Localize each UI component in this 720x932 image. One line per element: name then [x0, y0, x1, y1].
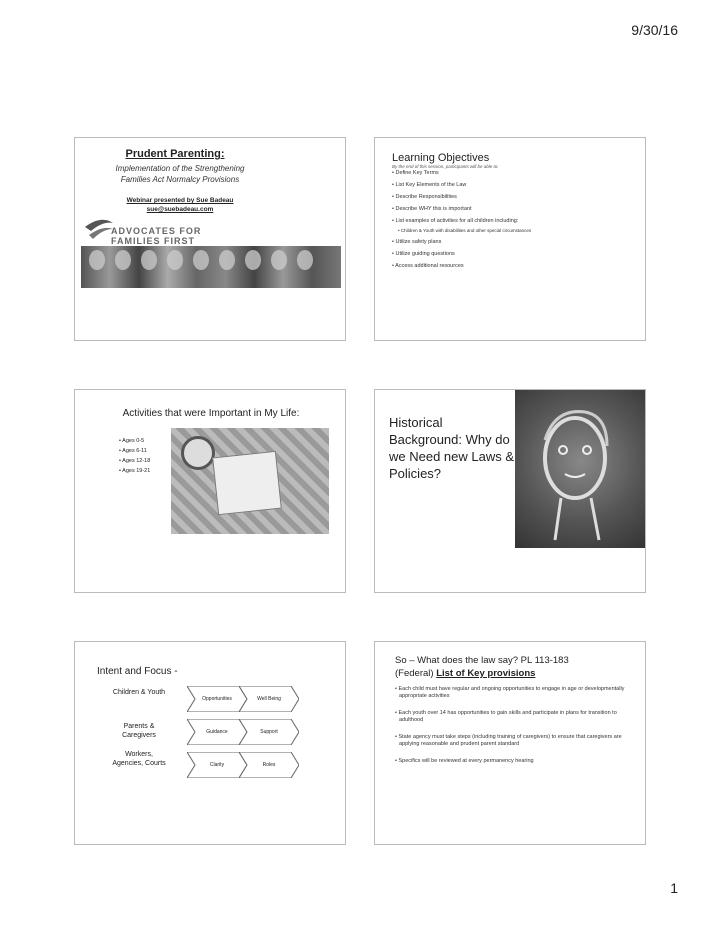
notebook-icon: [212, 451, 282, 515]
slide-title: [74, 137, 346, 341]
ages-list: [119, 438, 150, 478]
presenter-email: sue@suebadeau.com: [146, 206, 214, 213]
list-item: • List examples of activities for all children including:: [392, 218, 632, 225]
list-item: • Utilize safety plans: [392, 239, 632, 246]
title-prefix: (Federal): [395, 668, 437, 679]
logo-text: [111, 226, 201, 246]
slide-learning-objectives: [374, 137, 646, 341]
chevron-label: Clarity: [209, 762, 225, 768]
slide-historical-background: [374, 389, 646, 593]
page-date: 9/30/16: [631, 22, 678, 38]
slide5-title: Intent and Focus -: [97, 666, 178, 677]
slide2-title: Learning Objectives: [392, 152, 490, 164]
list-item: • Access additional resources: [392, 263, 632, 270]
chevron-shape: [187, 686, 247, 712]
provisions-list: [395, 686, 635, 775]
chevron-label: Guidance: [206, 729, 228, 735]
group-photo: [81, 246, 341, 288]
logo-line1: ADVOCATES FOR: [111, 226, 202, 236]
row-label: Children & Youth: [112, 689, 166, 696]
list-item: • Ages 19-21: [119, 468, 150, 474]
list-item: • State agency must take steps (including training of caregivers) to ensure that caregivers are applying reasonable and prudent parent standard: [395, 734, 635, 748]
chalk-portrait-image: [515, 390, 646, 548]
title-line1: So – What does the law say? PL 113-183: [395, 655, 569, 666]
slide6-title: [395, 654, 569, 680]
slide1-subtitle: Implementation of the Strengthening Families Act Normalcy Provisions: [115, 164, 245, 184]
chevron-shape: [187, 719, 247, 745]
list-item: • Each youth over 14 has opportunities to gain skills and participate in plans for transition to adulthood: [395, 710, 635, 724]
chevron-label: Opportunities: [202, 696, 232, 702]
list-item: • Specifics will be reviewed at every permanency hearing: [395, 758, 635, 765]
chevron-shape: [239, 752, 299, 778]
list-subitem: • Children & Youth with disabilities and other special circumstances: [398, 227, 632, 234]
page-number: 1: [670, 880, 678, 896]
chevron-shape: [187, 752, 247, 778]
chevron-shape: [239, 686, 299, 712]
slide2-intro: By the end of this session, participants will be able to:: [392, 164, 499, 169]
row-label: Workers, Agencies, Courts: [112, 751, 166, 767]
row-label: Parents & Caregivers: [122, 723, 156, 739]
list-item: • Each child must have regular and ongoing opportunities to engage in age or developmentally appropriate activities: [395, 686, 635, 700]
slide1-presenter: [95, 196, 265, 214]
slide-key-provisions: [374, 641, 646, 845]
slide3-title: Activities that were Important in My Life:: [122, 408, 300, 419]
list-item: • List Key Elements of the Law: [392, 182, 632, 189]
logo-line2: FAMILIES FIRST: [111, 236, 196, 246]
journal-photo: [171, 428, 329, 534]
list-item: • Define Key Terms: [392, 170, 632, 177]
slide-activities: [74, 389, 346, 593]
list-item: • Ages 6-11: [119, 448, 150, 454]
list-item: • Utilize guiding questions: [392, 251, 632, 258]
chevron-shape: [239, 719, 299, 745]
presenter-line: Webinar presented by Sue Badeau: [126, 197, 234, 204]
list-item: • Ages 0-5: [119, 438, 150, 444]
title-bold: List of Key provisions: [436, 668, 536, 679]
slide-intent-focus: [74, 641, 346, 845]
portrait-drawing-icon: [515, 390, 646, 548]
clock-icon: [181, 436, 215, 470]
list-item: • Describe Responsibilities: [392, 194, 632, 201]
objectives-list: [392, 170, 632, 275]
slide1-title: Prudent Parenting:: [125, 148, 225, 160]
slide4-title: Historical Background: Why do we Need new Laws & Policies?: [389, 415, 515, 481]
chevron-label: Support: [260, 729, 278, 735]
title-line2: [395, 667, 569, 680]
list-item: • Ages 12-18: [119, 458, 150, 464]
list-item: • Describe WHY this is important: [392, 206, 632, 213]
chevron-label: Roles: [262, 762, 276, 768]
chevron-label: Well Being: [257, 696, 281, 702]
